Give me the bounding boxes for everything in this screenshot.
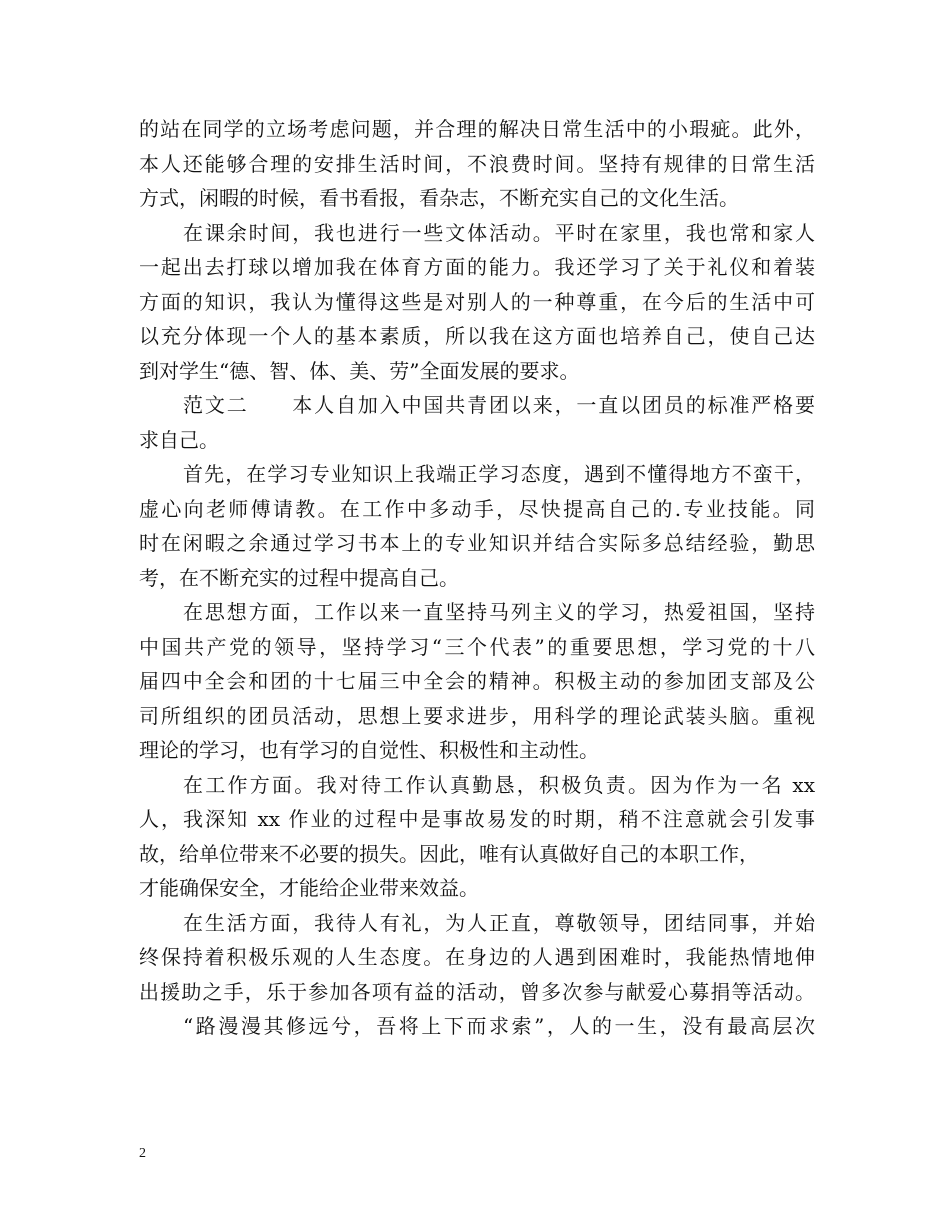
text-line: 终保持着积极乐观的人生态度。在身边的人遇到困难时，我能热情地伸 [139, 945, 815, 969]
text-line: 一起出去打球以增加我在体育方面的能力。我还学习了关于礼仪和着装 [139, 255, 815, 279]
paragraph-first-line: 在课余时间，我也进行一些文体活动。平时在家里，我也常和家人 [183, 220, 815, 245]
text-line: 求自己。 [139, 427, 219, 452]
text-line: 虚心向老师傅请教。在工作中多动手，尽快提高自己的.专业技能。同 [139, 496, 815, 521]
text-line: 中国共产党的领导，坚持学习“三个代表”的重要思想，学习党的十八 [139, 634, 815, 659]
text-line: 考，在不断充实的过程中提高自己。 [139, 565, 459, 590]
text-line: 出援助之手，乐于参加各项有益的活动，曾多次参与献爱心募捐等活动。 [139, 979, 815, 1004]
body-text [139, 112, 815, 1044]
paragraph-first-line: 范文二 本人自加入中国共青团以来，一直以团员的标准严格要 [183, 393, 815, 417]
text-line: 时在闲暇之余通过学习书本上的专业知识并结合实际多总结经验，勤思 [139, 531, 815, 555]
paragraph-first-line: 在思想方面，工作以来一直坚持马列主义的学习，热爱祖国，坚持 [183, 600, 815, 624]
paragraph-first-line: “路漫漫其修远兮，吾将上下而求索”，人的一生，没有最高层次 [183, 1014, 815, 1038]
paragraph-first-line: 首先，在学习专业知识上我端正学习态度，遇到不懂得地方不蛮干， [183, 462, 815, 486]
page-number: 2 [139, 1146, 146, 1161]
text-line: 方面的知识，我认为懂得这些是对别人的一种尊重，在今后的生活中可 [139, 289, 815, 314]
text-line: 方式，闲暇的时候，看书看报，看杂志，不断充实自己的文化生活。 [139, 186, 739, 210]
text-line: 人，我深知 xx 作业的过程中是事故易发的时期，稍不注意就会引发事 [139, 807, 815, 831]
text-line: 司所组织的团员活动，思想上要求进步，用科学的理论武装头脑。重视 [139, 703, 815, 728]
text-line: 才能确保安全，才能给企业带来效益。 [139, 876, 479, 900]
text-line: 以充分体现一个人的基本素质，所以我在这方面也培养自己，使自己达 [139, 324, 815, 348]
text-line: 本人还能够合理的安排生活时间，不浪费时间。坚持有规律的日常生活 [139, 151, 815, 176]
paragraph-first-line: 在工作方面。我对待工作认真勤恳，积极负责。因为作为一名 xx [183, 772, 815, 797]
text-line: 故，给单位带来不必要的损失。因此，唯有认真做好自己的本职工作， [139, 841, 759, 866]
text-line: 理论的学习，也有学习的自觉性、积极性和主动性。 [139, 738, 599, 762]
text-line: 的站在同学的立场考虑问题，并合理的解决日常生活中的小瑕疵。此外， [139, 117, 815, 141]
paragraph-first-line: 在生活方面，我待人有礼，为人正直，尊敬领导，团结同事，并始 [183, 910, 815, 935]
text-line: 到对学生“德、智、体、美、劳”全面发展的要求。 [139, 358, 580, 383]
text-line: 届四中全会和团的十七届三中全会的精神。积极主动的参加团支部及公 [139, 669, 815, 693]
